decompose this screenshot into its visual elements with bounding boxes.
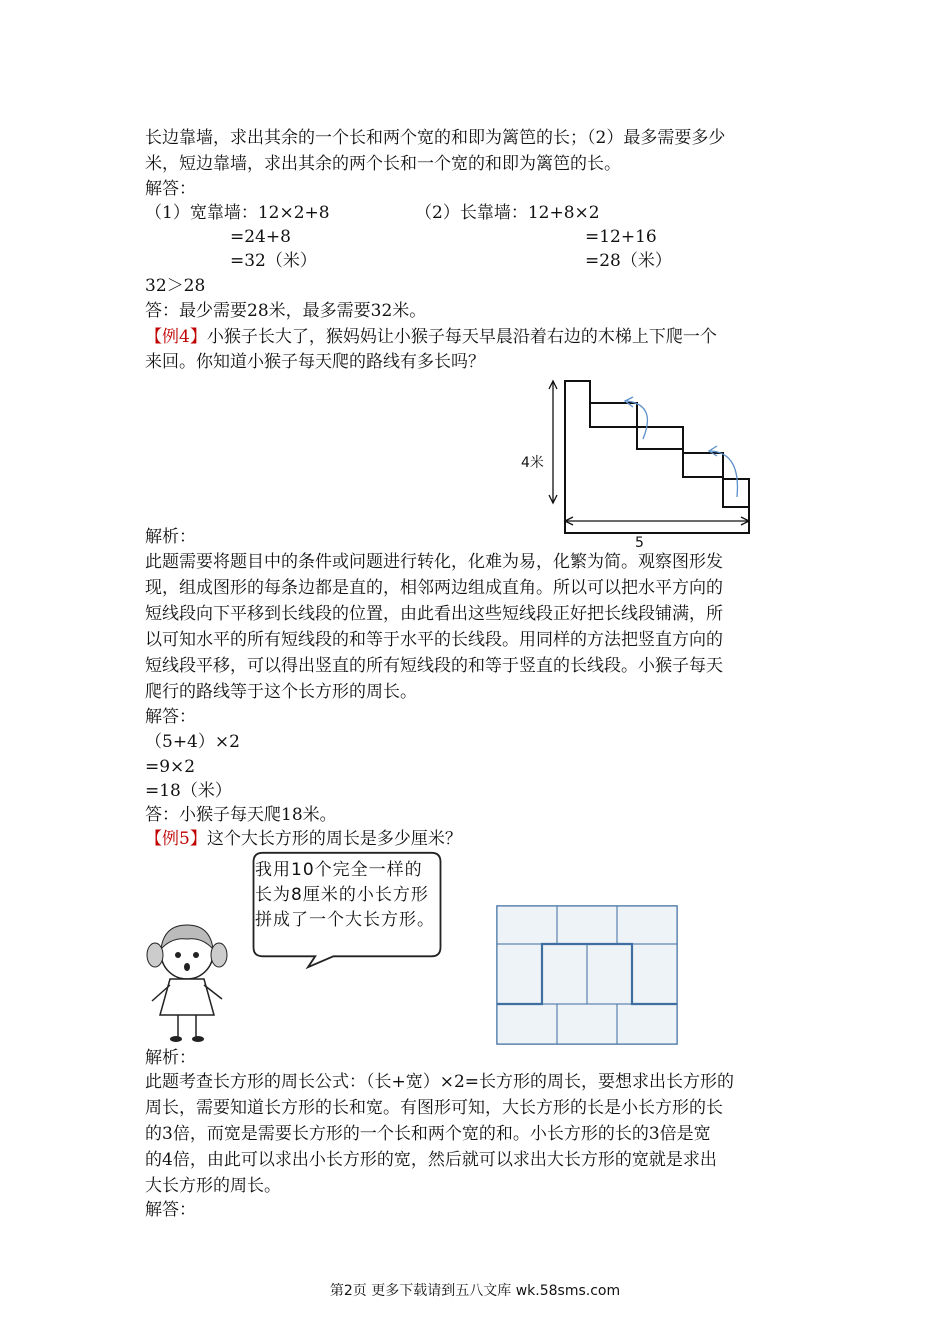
example4-analysis-5: 短线段平移，可以得出竖直的所有短线段的和等于竖直的长线段。小猴子每天	[145, 656, 723, 676]
intro-line-2: 米，短边靠墙，求出其余的两个长和一个宽的和即为篱笆的长。	[145, 154, 621, 174]
calc-right-3: =28（米）	[585, 251, 672, 271]
example4-analysis-6: 爬行的路线等于这个长方形的周长。	[145, 682, 417, 702]
example4-answer-step-1: （5+4）×2	[145, 732, 240, 752]
example4-question-2: 来回。你知道小猴子每天爬的路线有多长吗？	[145, 352, 485, 372]
example4-answer: 答：小猴子每天爬18米。	[145, 805, 337, 825]
example4-question-1: 小猴子长大了，猴妈妈让小猴子每天早晨沿着右边的木梯上下爬一个	[206, 327, 717, 347]
example4-answer-step-2: =9×2	[145, 757, 196, 777]
small-rect-top-2	[557, 906, 617, 944]
girl-cartoon-icon	[140, 915, 235, 1045]
example4-tag: 【例4】	[145, 327, 207, 347]
example4-analysis-label: 解析：	[145, 527, 196, 547]
example5-analysis-3: 的3倍，而宽是需要长方形的一个长和两个宽的和。小长方形的长的3倍是宽	[145, 1124, 711, 1144]
example5-analysis-2: 周长，需要知道长方形的长和宽。有图形可知，大长方形的长是小长方形的长	[145, 1098, 723, 1118]
example5-analysis-label: 解析：	[145, 1048, 196, 1068]
example5-analysis-1: 此题考查长方形的周长公式：（长+宽）×2=长方形的周长，要想求出长方形的	[145, 1072, 735, 1092]
rectangle-grid-figure	[496, 905, 678, 1045]
intro-line-1: 长边靠墙，求出其余的一个长和两个宽的和即为篱笆的长；（2）最多需要多少	[145, 128, 726, 148]
example5-tag: 【例5】	[145, 829, 207, 849]
example4-analysis-4: 以可知水平的所有短线段的和等于水平的长线段。用同样的方法把竖直方向的	[145, 630, 723, 650]
small-rect-mid-1	[497, 944, 542, 1004]
small-rect-mid-3	[587, 944, 632, 1004]
staircase-figure	[515, 375, 765, 555]
small-rect-mid-2	[542, 944, 587, 1004]
small-rect-top-1	[497, 906, 557, 944]
staircase-steps	[590, 381, 749, 533]
example4-answer-step-3: =18（米）	[145, 781, 232, 801]
width-label: 5	[635, 535, 644, 551]
speech-bubble-text: 我用10个完全一样的长为8厘米的小长方形拼成了一个大长方形。	[255, 860, 435, 930]
calc-left-1: （1）宽靠墙：12×2+8	[145, 203, 330, 223]
page-footer: 第2页 更多下载请到五八文库 wk.58sms.com	[329, 1283, 621, 1299]
height-label: 4米	[521, 455, 544, 471]
calc-answer: 答：最少需要28米，最多需要32米。	[145, 301, 427, 321]
example4-line-1	[145, 325, 717, 349]
example5-analysis-4: 的4倍，由此可以求出小长方形的宽，然后就可以求出大长方形的宽就是求出	[145, 1150, 717, 1170]
example5-analysis-5: 大长方形的周长。	[145, 1176, 281, 1196]
calc-right-1: （2）长靠墙：12+8×2	[415, 203, 600, 223]
answer-label: 解答：	[145, 179, 196, 199]
small-rect-bottom-2	[557, 1004, 617, 1044]
example4-analysis-2: 现，组成图形的每条边都是直的，相邻两边组成直角。所以可以把水平方向的	[145, 578, 723, 598]
climb-arrow-2	[711, 451, 737, 497]
example4-analysis-1: 此题需要将题目中的条件或问题进行转化，化难为易，化繁为简。观察图形发	[145, 552, 723, 572]
calc-right-2: =12+16	[585, 227, 657, 247]
example5-answer-label: 解答：	[145, 1200, 196, 1220]
small-rect-top-3	[617, 906, 677, 944]
example4-answer-label: 解答：	[145, 707, 196, 727]
calc-left-2: =24+8	[230, 227, 291, 247]
example4-analysis-3: 短线段向下平移到长线段的位置，由此看出这些短线段正好把长线段铺满，所	[145, 604, 723, 624]
small-rect-bottom-1	[497, 1004, 557, 1044]
calc-left-3: =32（米）	[230, 251, 317, 271]
calc-compare: 32＞28	[145, 276, 206, 296]
small-rect-mid-4	[632, 944, 677, 1004]
small-rect-bottom-3	[617, 1004, 677, 1044]
example5-question: 这个大长方形的周长是多少厘米？	[206, 829, 462, 849]
example5-line	[145, 827, 462, 851]
